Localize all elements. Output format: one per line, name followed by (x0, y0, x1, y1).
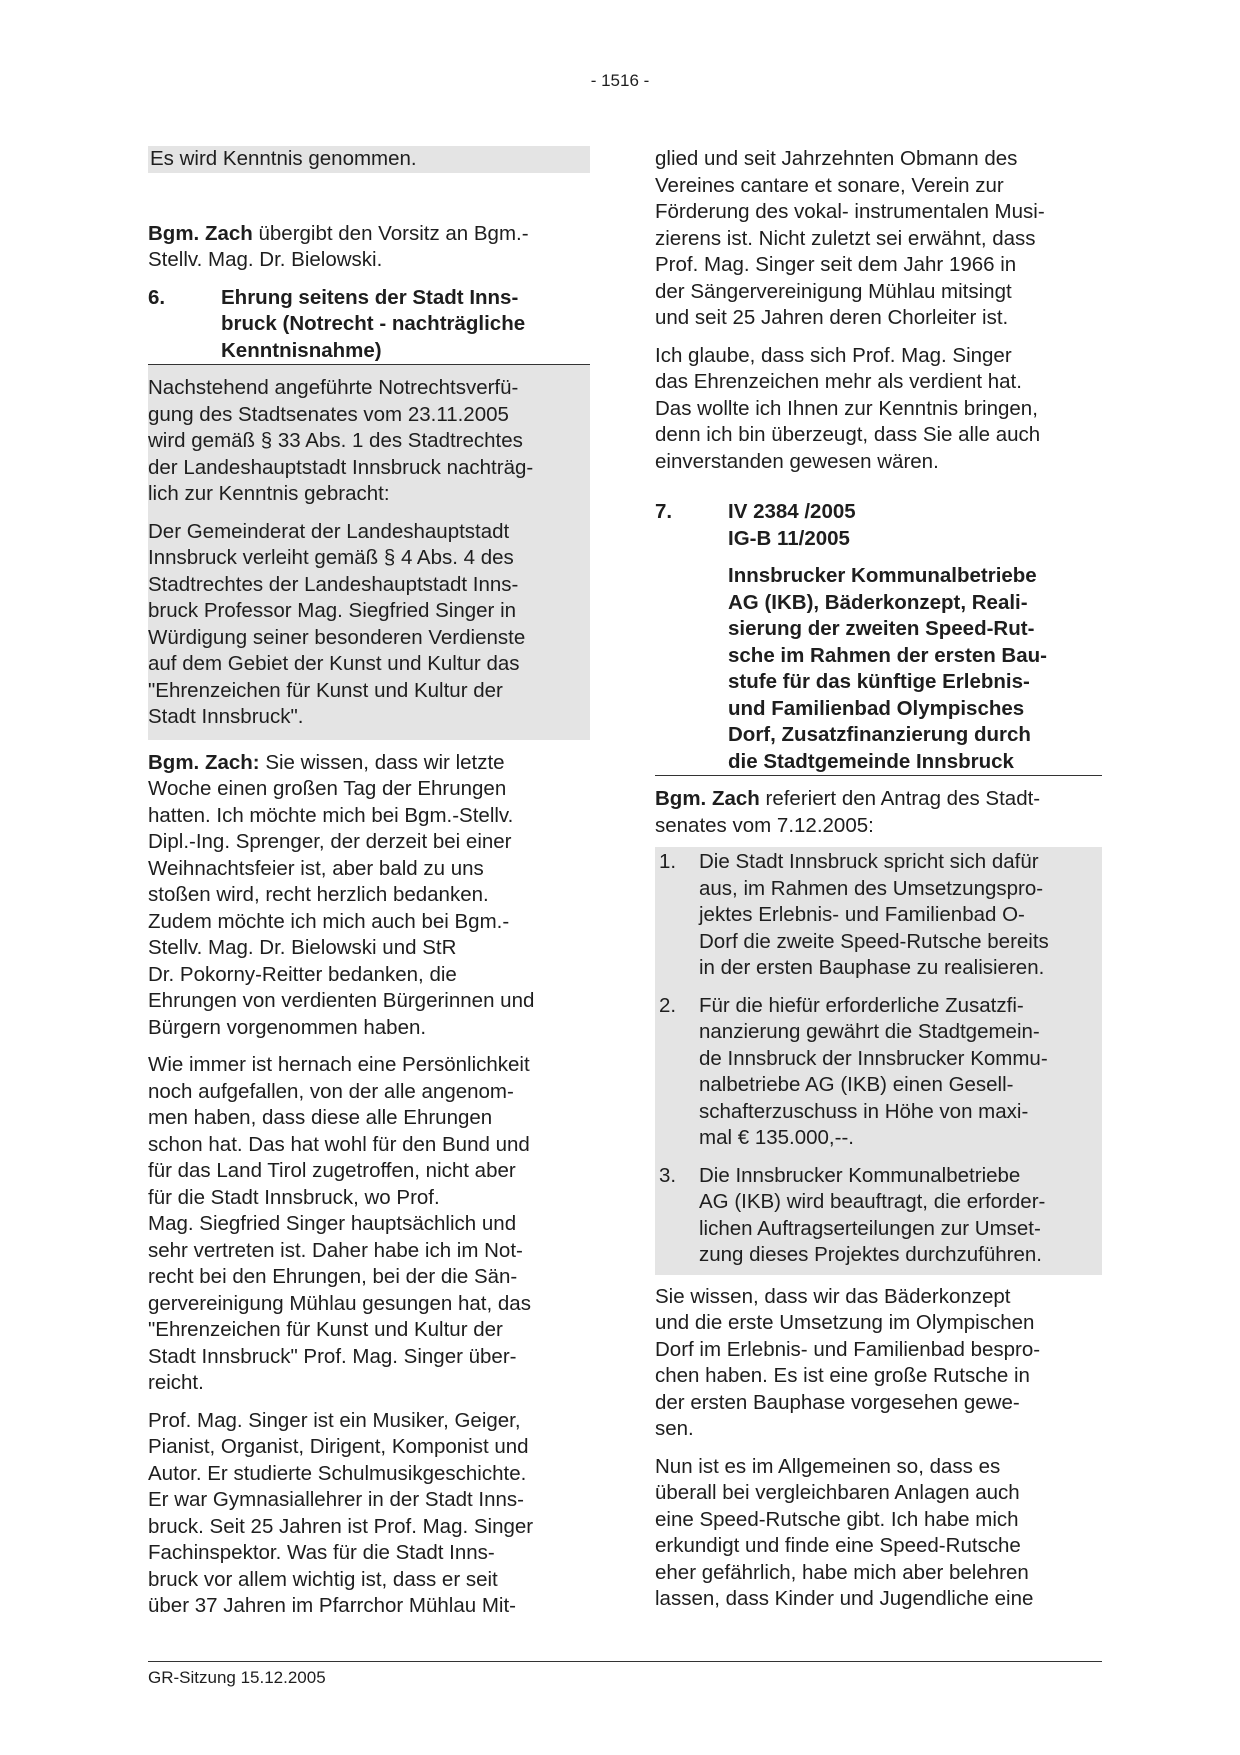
footer-divider (148, 1661, 1102, 1662)
antrag-list (655, 847, 1102, 1275)
zach-speech-paragraph: Bgm. Zach: Sie wissen, dass wir letzte Woche einen großen Tag der Ehrungen hatten. Ich möchte mich bei Bgm.-Stellv. Dipl.-Ing. Sprenger, der derzeit bei einer Weihnachtsfeier ist, aber bald zu uns stoßen wird, recht herzlich bedanken. Zudem möchte ich mich auch bei Bgm.- Stellv. Mag. Dr. Bielowski und StR Dr. Pokorny-Reitter bedanken, die Ehrungen von verdienten Bürgerinnen und Bürgern vorgenommen haben. (148, 750, 535, 1039)
list-number: 3. (659, 1163, 677, 1187)
list-text: Für die hiefür erforderliche Zusatzfi- nanzierung gewährt die Stadtgemein- de Innsbruck der Innsbrucker Kommu- nalbetriebe AG (IKB) einen Gesell- schafterzuschuss in Höhe von maxi- mal € 135.000,--. (699, 993, 1048, 1149)
agenda-title: IV 2384 /2005 IG-B 11/2005 Innsbrucker Kommunalbetriebe AG (IKB), Bäderkonzept, Reali- sierung der zweiten Speed-Rut- sche im Rahmen der ersten Bau- stufe für das künftige Erlebnis- und Familienbad Olympisches Dorf, Zusatzfinanzierung durch die Stadtgemeinde Innsbruck (728, 500, 1047, 773)
agenda-title: Ehrung seitens der Stadt Inns- bruck (Notrecht - nachträgliche Kenntnisnahme) (221, 285, 526, 362)
speed-rutsche-paragraph: Nun ist es im Allgemeinen so, dass es überall bei vergleichbaren Anlagen auch eine Speed-Rutsche gibt. Ich habe mich erkundigt und finde eine Speed-Rutsche eher gefährlich, habe mich aber belehren lassen, dass Kinder und Jugendliche eine (655, 1454, 1034, 1610)
notrecht-intro: Nachstehend angeführte Notrechtsverfü- gung des Stadtsenates vom 23.11.2005 wird gemäß § 33 Abs. 1 des Stadtrechtes der Landeshauptstadt Innsbruck nachträg- lich zur Kenntnis gebracht: (148, 376, 534, 505)
agenda-heading-7 (655, 499, 1102, 776)
kenntnis-note: Es wird Kenntnis genommen. (148, 146, 590, 173)
reference-number: IV 2384 /2005 (728, 500, 856, 523)
notrecht-resolution: Der Gemeinderat der Landeshauptstadt Innsbruck verleiht gemäß § 4 Abs. 4 des Stadtrechtes der Landeshauptstadt Inns- bruck Professor Mag. Siegfried Singer in Würdigung seiner besonderen Verdienste auf dem Gebiet der Kunst und Kultur das "Ehrenzeichen für Kunst und Kultur der Stadt Innsbruck". (148, 519, 526, 728)
list-text: Die Stadt Innsbruck spricht sich dafür aus, im Rahmen des Umsetzungspro- jektes Erlebnis- und Familienbad O- Dorf die zweite Speed-Rutsche bereits in der ersten Bauphase zu realisieren. (699, 850, 1049, 979)
speaker-name: Bgm. Zach: (148, 750, 260, 774)
agenda-number: 6. (148, 285, 166, 309)
footer-session-date: GR-Sitzung 15.12.2005 (148, 1668, 326, 1687)
reference-number: IG-B 11/2005 (728, 526, 850, 550)
list-number: 2. (659, 993, 677, 1017)
speaker-name: Bgm. Zach (655, 787, 760, 810)
left-column (148, 146, 590, 1620)
vorsitz-paragraph (148, 221, 590, 274)
agenda-number: 7. (655, 500, 673, 523)
singer-bio-paragraph: Prof. Mag. Singer ist ein Musiker, Geiger, Pianist, Organist, Dirigent, Komponist und Autor. Er studierte Schulmusikgeschichte. Er war Gymnasiallehrer in der Stadt Inns- bruck. Seit 25 Jahren ist Prof. Mag. Singer Fachinspektor. Was für die Stadt Inns- bruck vor allem wichtig ist, dass er seit über 37 Jahren im Pfarrchor Mühlau Mit- (148, 1408, 534, 1617)
right-column (655, 146, 1102, 1613)
list-text: Die Innsbrucker Kommunalbetriebe AG (IKB) wird beauftragt, die erforder- lichen Auftragserteilungen zur Umset- zung dieses Projektes durchzuführen. (699, 1163, 1046, 1266)
text-line: Stellv. Mag. Dr. Bielowski. (148, 248, 383, 271)
agenda-heading-6 (148, 285, 590, 366)
text-line: übergibt den Vorsitz an Bgm.- (252, 221, 529, 245)
list-item (655, 849, 1102, 982)
notrecht-box (148, 365, 590, 740)
list-item (655, 993, 1102, 1152)
persoenlichkeit-paragraph: Wie immer ist hernach eine Persönlichkeit noch aufgefallen, von der alle angenom- men haben, dass diese alle Ehrungen schon hat. Das hat wohl für den Bund und für das Land Tirol zugetroffen, nicht aber für die Stadt Innsbruck, wo Prof. Mag. Siegfried Singer hauptsächlich und sehr vertreten ist. Daher habe ich im Not- recht bei den Ehrungen, bei der die Sän- gervereinigung Mühlau gesungen hat, das "Ehrenzeichen für Kunst und Kultur der Stadt Innsbruck" Prof. Mag. Singer über- reicht. (148, 1053, 531, 1394)
referiert-paragraph: Bgm. Zach referiert den Antrag des Stadt- senates vom 7.12.2005: (655, 787, 1041, 837)
page-number: - 1516 - (590, 71, 650, 90)
list-number: 1. (659, 850, 677, 873)
list-item (655, 1163, 1102, 1269)
singer-bio-continued: glied und seit Jahrzehnten Obmann des Vereines cantare et sonare, Verein zur Förderung des vokal- instrumentalen Musi- zierens ist. Nicht zuletzt sei erwähnt, dass Prof. Mag. Singer seit dem Jahr 1966 in der Sängervereinigung Mühlau mitsingt und seit 25 Jahren deren Chorleiter ist. (655, 147, 1045, 329)
baederkonzept-paragraph: Sie wissen, dass wir das Bäderkonzept und die erste Umsetzung im Olympischen Dorf im Erlebnis- und Familienbad bespro- chen haben. Es ist eine große Rutsche in der ersten Bauphase vorgesehen gewe- sen. (655, 1284, 1041, 1440)
speaker-name: Bgm. Zach (148, 221, 253, 245)
glaube-paragraph: Ich glaube, dass sich Prof. Mag. Singer das Ehrenzeichen mehr als verdient hat. Das wollte ich Ihnen zur Kenntnis bringen, denn ich bin überzeugt, dass Sie alle auch einverstanden gewesen wären. (655, 343, 1041, 473)
